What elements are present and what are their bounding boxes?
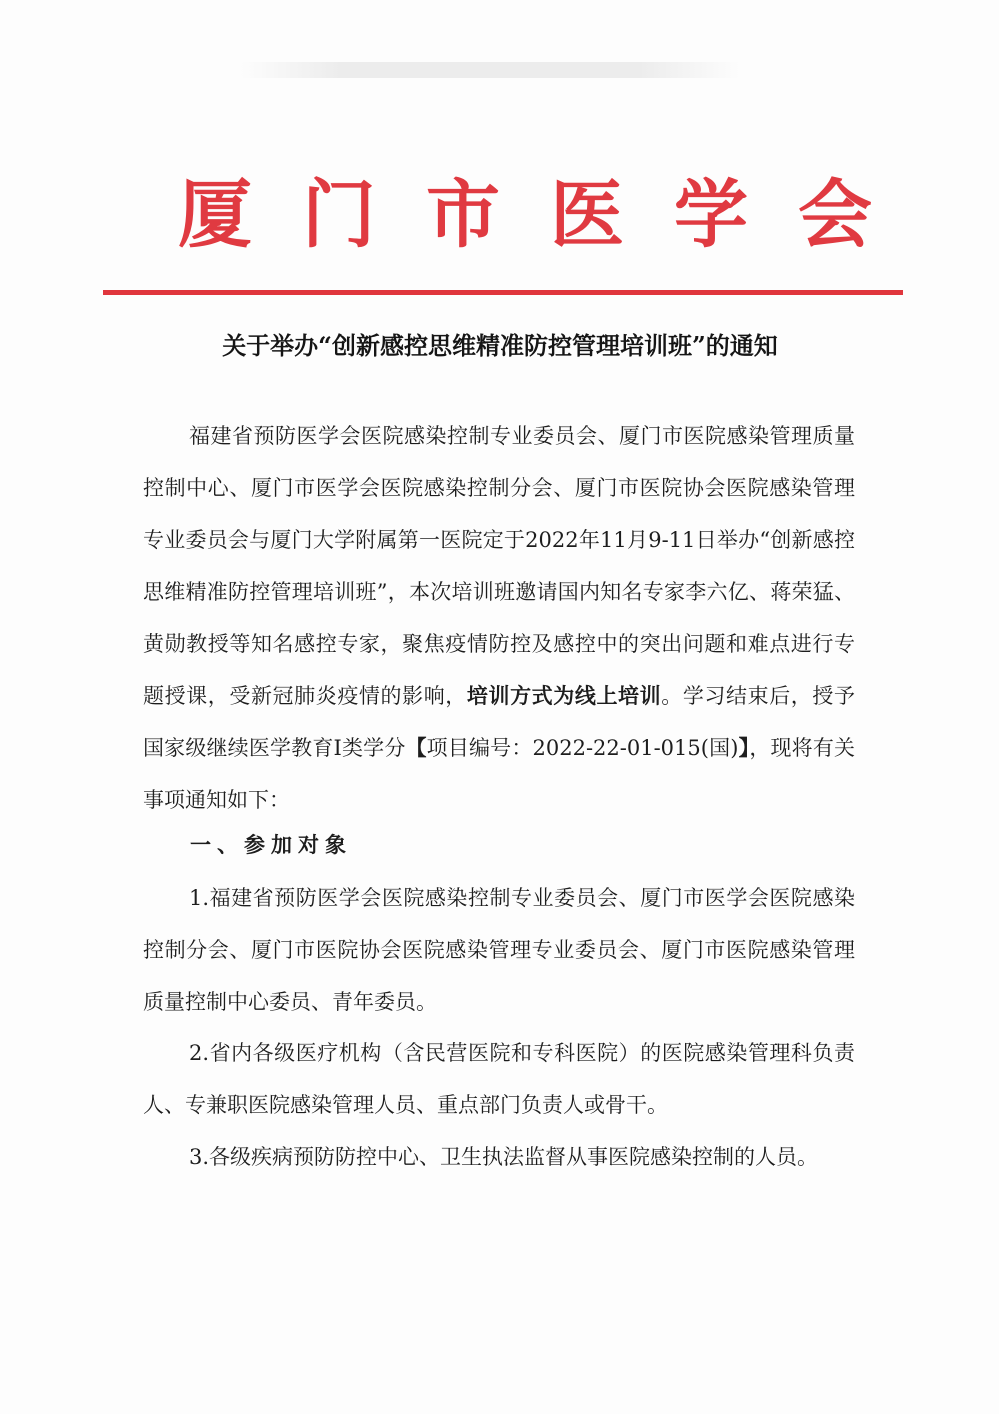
participant-item-2: 2.省内各级医疗机构（含民营医院和专科医院）的医院感染管理科负责人、专兼职医院感染管理人员、重点部门负责人或骨干。 bbox=[143, 1041, 855, 1117]
bracket-close: 】 bbox=[738, 735, 750, 760]
intro-paragraph bbox=[143, 410, 855, 826]
project-number: 项目编号：2022-22-01-015(国) bbox=[426, 736, 739, 760]
training-mode-emphasis: 培训方式为线上培训 bbox=[466, 683, 662, 708]
faded-top-mark bbox=[240, 62, 740, 78]
intro-text-part2: 。学习结束后，授予国家级继续医学教育Ⅰ类学分 bbox=[143, 684, 855, 760]
notice-title: 关于举办“创新感控思维精准防控管理培训班”的通知 bbox=[222, 331, 778, 360]
intro-text-part3: ，现将有关事项通知如下： bbox=[143, 736, 856, 812]
letterhead-title: 厦门市医学会 bbox=[178, 172, 922, 258]
participant-item-1: 1.福建省预防医学会医院感染控制专业委员会、厦门市医学会医院感染控制分会、厦门市医院协会医院感染管理专业委员会、厦门市医院感染管理质量控制中心委员、青年委员。 bbox=[143, 886, 855, 1014]
intro-text-part1: 福建省预防医学会医院感染控制专业委员会、厦门市医院感染管理质量控制中心、厦门市医学会医院感染控制分会、厦门市医院协会医院感染管理专业委员会与厦门大学附属第一医院定于2022年11月9-11日举办“创新感控思维精准防控管理培训班”，本次培训班邀请国内知名专家李六亿、蒋荣猛、黄勋教授等知名感控专家，聚焦疫情防控及感控中的突出问题和难点进行专题授课，受新冠肺炎疫情的影响， bbox=[143, 424, 855, 708]
bracket-open: 【 bbox=[405, 735, 427, 760]
section-heading-participants: 一、参加对象 bbox=[190, 832, 352, 857]
letterhead-red-rule bbox=[103, 290, 903, 295]
participant-item-3: 3.各级疾病预防防控中心、卫生执法监督从事医院感染控制的人员。 bbox=[189, 1145, 819, 1169]
